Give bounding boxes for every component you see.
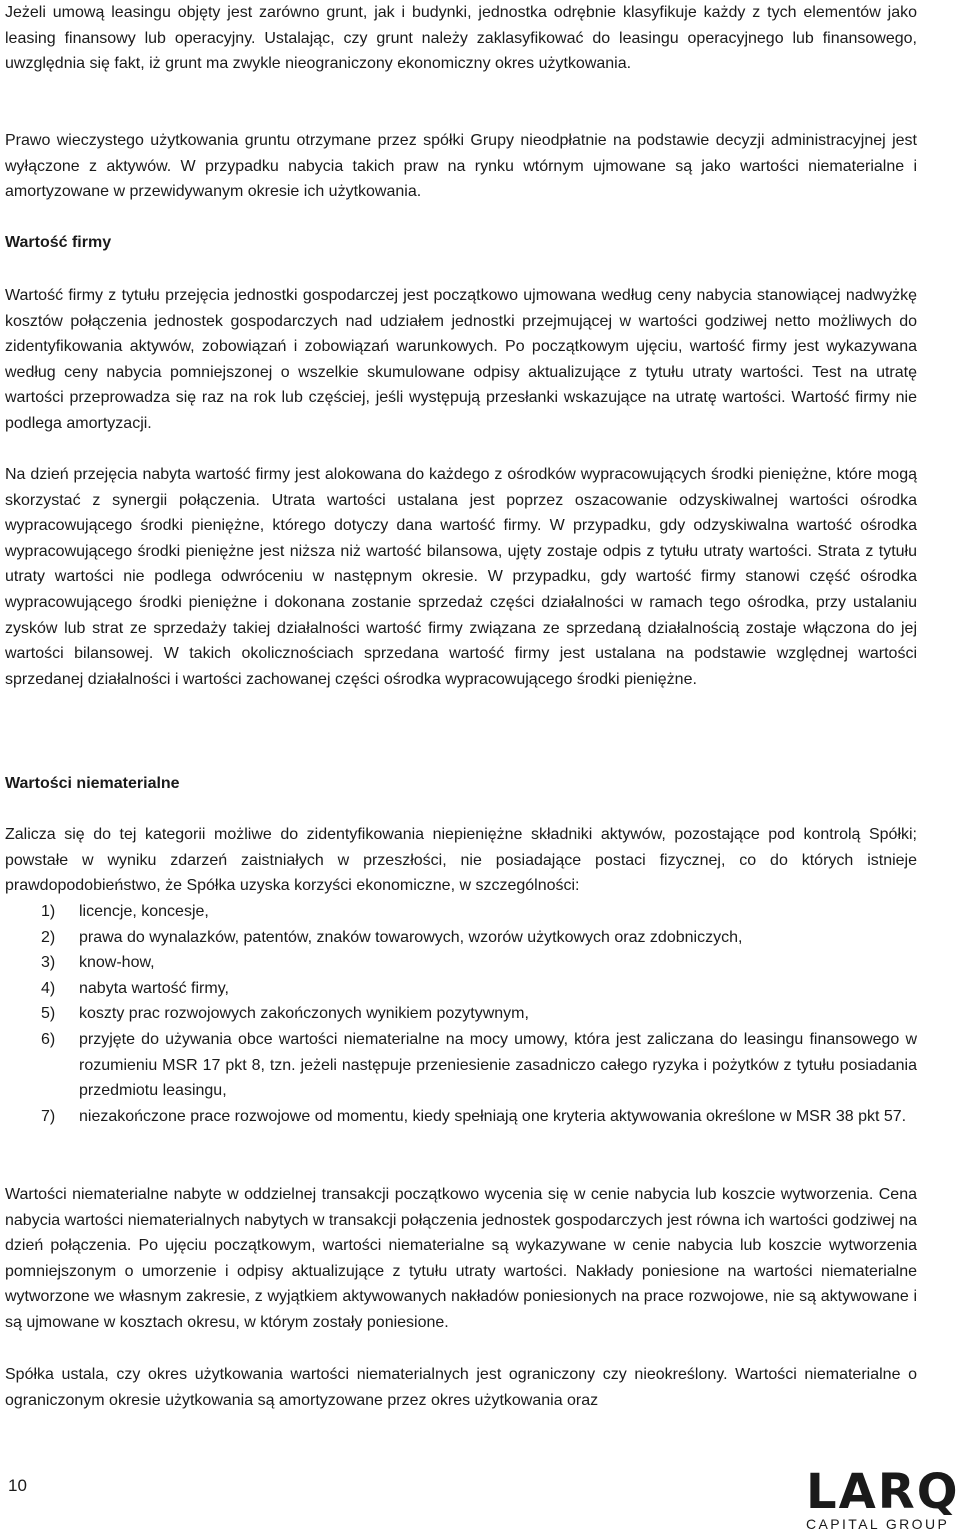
company-logo	[806, 1464, 960, 1536]
logo-wordmark: LARQ	[806, 1464, 960, 1520]
list-item-number: 4)	[41, 979, 56, 997]
list-item-number: 5)	[41, 1005, 56, 1023]
list-item-text: licencje, koncesje,	[79, 903, 209, 920]
paragraph-text: Jeżeli umową leasingu objęty jest zarówno grunt, jak i budynki, jednostka odrębnie klasyfikuje każdy z tych elementów jako leasing finansowy lub operacyjny. Ustalając, czy grunt należy zaklasyfikować do leasingu operacyjnego lub finansowego, uwzględnia się fakt, iż grunt ma zwykle nieograniczony ekonomiczny okres użytkowania.	[5, 4, 917, 73]
paragraph-useful-life	[5, 1362, 917, 1413]
paragraph-intangibles-definition	[5, 822, 917, 899]
section-heading-goodwill: Wartość firmy	[5, 234, 112, 251]
paragraph-text: Wartość firmy z tytułu przejęcia jednostki gospodarczej jest początkowo ujmowana według ceny nabycia stanowiącej nadwyżkę kosztów połączenia jednostek gospodarczych nad udziałem jednostki przejmującej w wartości godziwej netto możliwych do zidentyfikowania aktywów, zobowiązań i zobowiązań warunkowych. Po początkowym ujęciu, wartość firmy jest wykazywana według ceny nabycia pomniejszonej o wszelkie skumulowane odpisy aktualizujące z tytułu utraty wartości. Test na utratę wartości przeprowadza się raz na rok lub częściej, jeśli występują przesłanki wskazujące na utratę wartości. Wartość firmy nie podlega amortyzacji.	[5, 287, 917, 432]
list-item-text: know-how,	[79, 954, 155, 972]
paragraph-leasing-land	[5, 0, 917, 77]
paragraph-perpetual-usufruct	[5, 128, 917, 205]
list-item	[5, 950, 917, 976]
list-item-text: prawa do wynalazków, patentów, znaków towarowych, wzorów użytkowych oraz zdobniczych,	[79, 928, 743, 946]
paragraph-text: Spółka ustala, czy okres użytkowania wartości niematerialnych jest ograniczony czy nieokreślony. Wartości niematerialne o ograniczonym okresie użytkowania są amortyzowane przez okres użytkowania oraz	[5, 1366, 917, 1409]
paragraph-text: Na dzień przejęcia nabyta wartość firmy jest alokowana do każdego z ośrodków wypracowujących środki pieniężne, które mogą skorzystać z synergii połączenia. Utrata wartości ustalana jest poprzez oszacowanie odzyskiwalnej wartości ośrodka wypracowującego środki pieniężne, którego dotyczy dana wartość firmy. W przypadku, gdy odzyskiwalna wartość ośrodka wypracowującego środki pieniężne jest niższa niż wartość bilansowa, ujęty zostaje odpis z tytułu utraty wartości. Strata z tytułu utraty wartości nie podlega odwróceniu w następnym okresie. W przypadku, gdy wartość firmy stanowi część ośrodka wypracowującego środki pieniężne i dokonana zostanie sprzedaż części działalności w ramach tego ośrodka, przy ustalaniu zysków lub strat ze sprzedaży takiej działalności wartość firmy związana ze sprzedaną działalnością zostaje włączona do jej wartości bilansowej. W takich okolicznościach sprzedana wartość firmy jest ustalana na podstawie względnej wartości sprzedanej działalności i wartości zachowanej części ośrodka wypracowującego środki pieniężne.	[5, 466, 917, 688]
list-item	[5, 899, 917, 925]
list-item	[5, 1027, 917, 1104]
paragraph-text: Prawo wieczystego użytkowania gruntu otrzymane przez spółki Grupy nieodpłatnie na podstawie decyzji administracyjnej jest wyłączone z aktywów. W przypadku nabycia takich praw na rynku wtórnym ujmowane są jako wartości niematerialne i amortyzowane w przewidywanym okresie ich użytkowania.	[5, 132, 917, 201]
list-item-number: 1)	[41, 903, 56, 920]
paragraph-goodwill-initial	[5, 283, 917, 437]
list-item	[5, 1001, 917, 1027]
list-item-number: 6)	[41, 1030, 56, 1048]
list-item-text: niezakończone prace rozwojowe od momentu, kiedy spełniają one kryteria aktywowania określone w MSR 38 pkt 57.	[79, 1107, 907, 1125]
section-heading-intangibles: Wartości niematerialne	[5, 775, 180, 792]
paragraph-text: Wartości niematerialne nabyte w oddzielnej transakcji początkowo wycenia się w cenie nabycia lub koszcie wytworzenia. Cena nabycia wartości niematerialnych nabytych w transakcji połączenia jednostek gospodarczych jest równa ich wartości godziwej na dzień połączenia. Po ujęciu początkowym, wartości niematerialne są wykazywane w cenie nabycia lub koszcie wytworzenia pomniejszonym o umorzenie i odpisy aktualizujące z tytułu utraty wartości. Nakłady poniesione na wartości niematerialne wytworzone we własnym zakresie, z wyjątkiem aktywowanych nakładów poniesionych na prace rozwojowe, nie są aktywowane i są ujmowane w kosztach okresu, w którym zostały poniesione.	[5, 1186, 917, 1331]
paragraph-goodwill-allocation	[5, 462, 917, 692]
paragraph-text: Zalicza się do tej kategorii możliwe do zidentyfikowania niepieniężne składniki aktywów, pozostające pod kontrolą Spółki; powstałe w wyniku zdarzeń zaistniałych w przeszłości, nie posiadające postaci fizycznej, co do których istnieje prawdopodobieństwo, że Spółka uzyska korzyści ekonomiczne, w szczególności:	[5, 826, 917, 895]
list-item-number: 3)	[41, 954, 56, 972]
list-item	[5, 925, 917, 951]
list-item-number: 2)	[41, 928, 56, 946]
list-item	[5, 976, 917, 1002]
list-item-text: nabyta wartość firmy,	[79, 979, 229, 997]
list-item-number: 7)	[41, 1107, 56, 1125]
intangibles-list	[5, 899, 917, 1129]
page-number: 10	[8, 1476, 27, 1495]
logo-tagline: CAPITAL GROUP	[806, 1516, 950, 1532]
list-item	[5, 1104, 917, 1130]
list-item-text: koszty prac rozwojowych zakończonych wynikiem pozytywnym,	[79, 1005, 529, 1023]
paragraph-intangibles-measurement	[5, 1182, 917, 1336]
list-item-text: przyjęte do używania obce wartości niematerialne na mocy umowy, która jest zaliczana do leasingu finansowego w rozumieniu MSR 17 pkt 8, tzn. jeżeli następuje przeniesienie zasadniczo całego ryzyka i pożytków z tytułu posiadania przedmiotu leasingu,	[79, 1030, 917, 1100]
